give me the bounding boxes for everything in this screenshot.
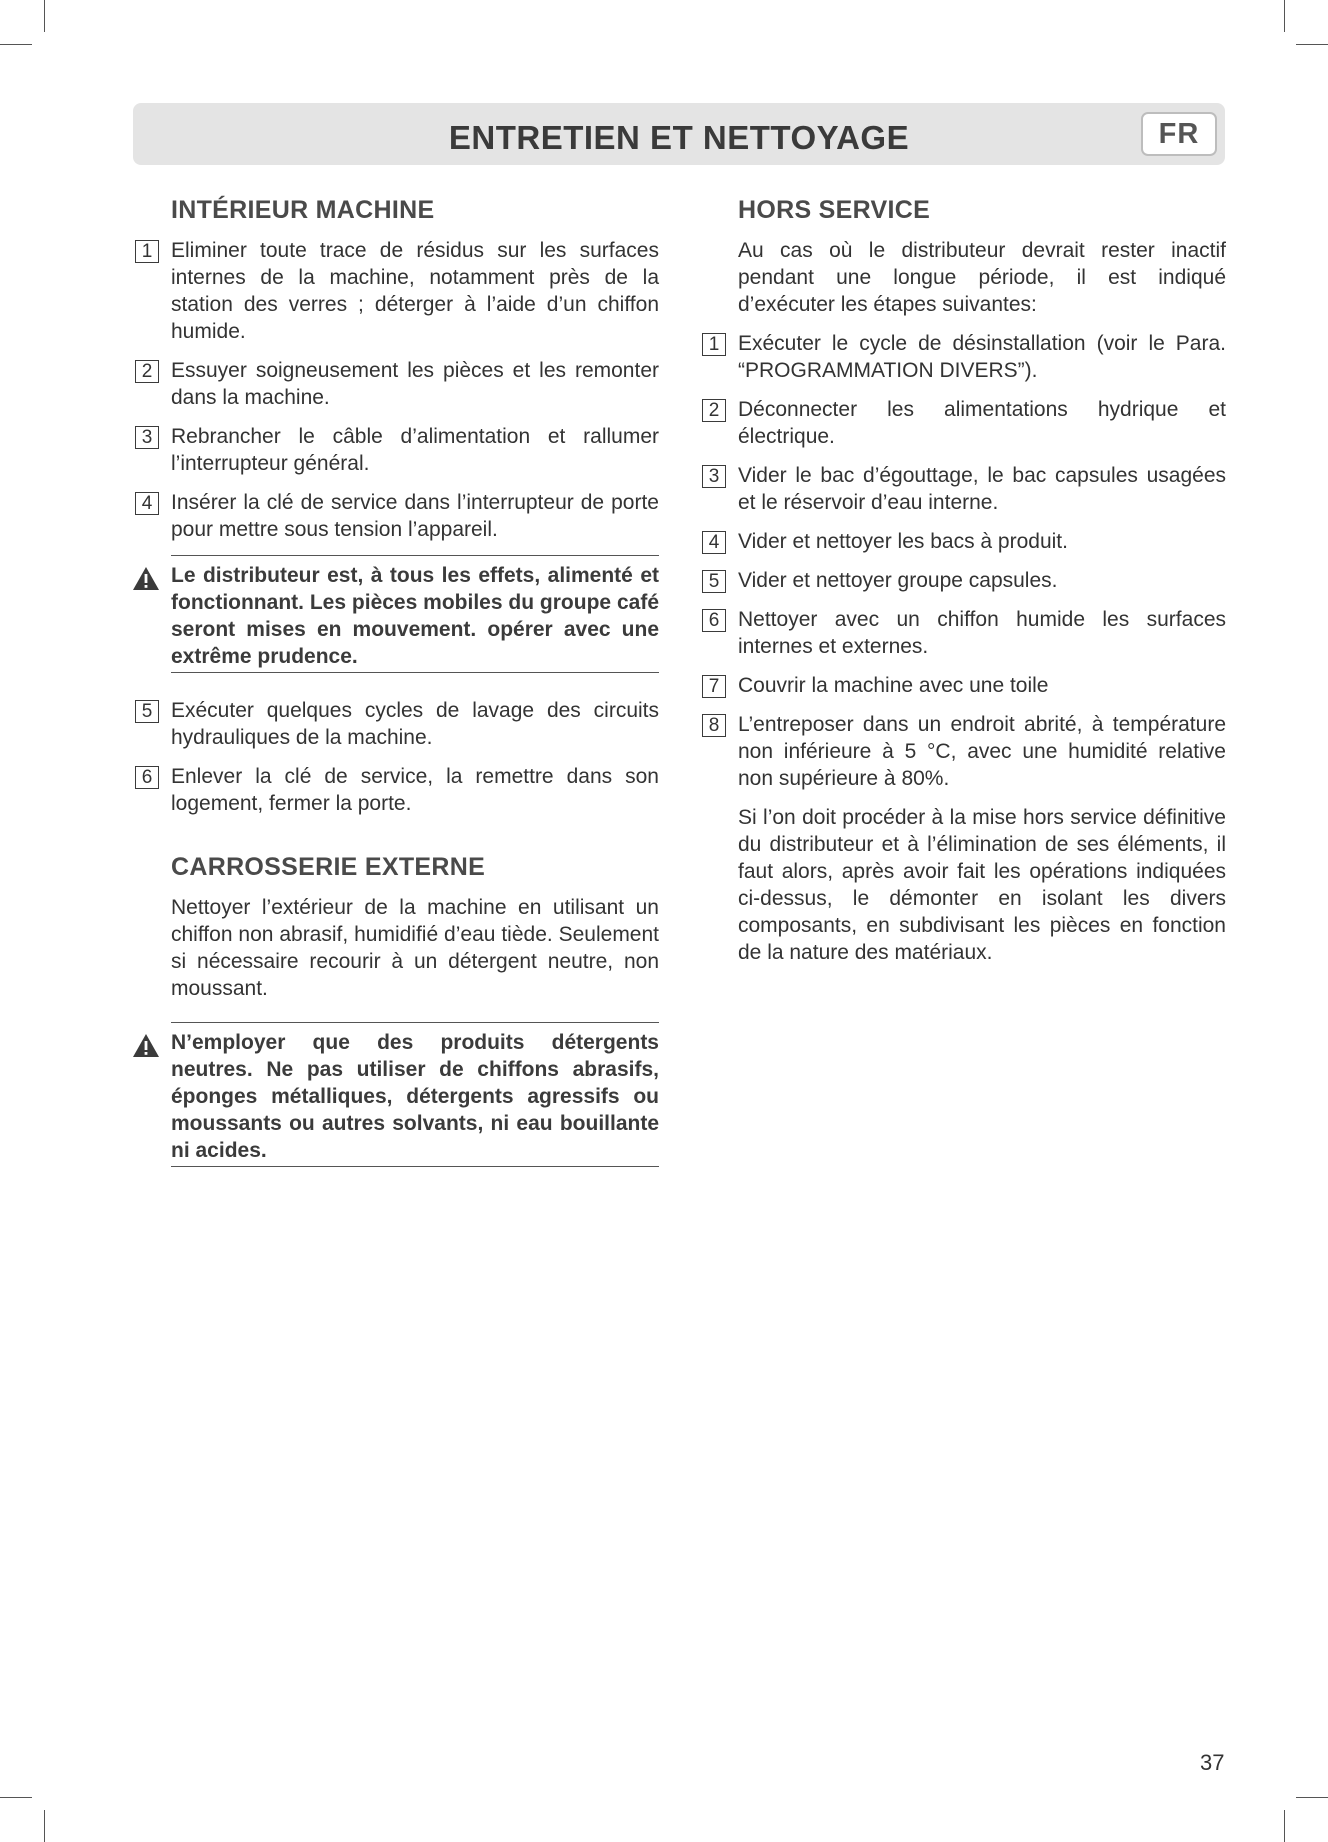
step-text: Rebrancher le câble d’alimentation et rallumer l’interrupteur général.	[171, 425, 659, 475]
step-item	[141, 423, 659, 477]
step-item	[708, 462, 1226, 516]
step-item	[141, 237, 659, 345]
crop-mark	[44, 1810, 45, 1842]
right-column	[708, 196, 1226, 978]
step-item	[708, 711, 1226, 792]
step-text: Vider et nettoyer groupe capsules.	[738, 569, 1058, 592]
step-text: Vider et nettoyer les bacs à produit.	[738, 530, 1068, 553]
step-item	[708, 396, 1226, 450]
left-column	[141, 196, 659, 1191]
crop-mark	[1296, 1797, 1328, 1798]
step-number: 7	[702, 675, 726, 698]
step-number: 2	[702, 399, 726, 422]
step-text: Eliminer toute trace de résidus sur les surfaces internes de la machine, notamment près de la station des verres ; déterger à l’aide d’un chiffon humide.	[171, 239, 659, 343]
step-number: 1	[702, 333, 726, 356]
step-item	[708, 672, 1226, 699]
page-header	[133, 103, 1225, 165]
step-item	[708, 330, 1226, 384]
step-number: 3	[702, 465, 726, 488]
step-text: Déconnecter les alimentations hydrique et électrique.	[738, 398, 1226, 448]
page-title: ENTRETIEN ET NETTOYAGE	[448, 119, 910, 156]
step-number: 8	[702, 714, 726, 737]
step-number: 1	[135, 240, 159, 263]
step-item	[708, 528, 1226, 555]
step-text: Enlever la clé de service, la remettre dans son logement, fermer la porte.	[171, 765, 659, 815]
crop-mark	[1296, 44, 1328, 45]
step-text: Exécuter le cycle de désinstallation (voir le Para. “PROGRAMMATION DIVERS”).	[738, 332, 1226, 382]
section-paragraph: Si l’on doit procéder à la mise hors service définitive du distributeur et à l’élimination de ses éléments, il faut alors, après avoir fait les opérations indiquées ci-dessus, le démonter en isolant les divers composants, en subdivisant les pièces en fonction de la nature des matériaux.	[738, 806, 1226, 964]
step-item	[708, 567, 1226, 594]
step-text: Vider le bac d’égouttage, le bac capsules usagées et le réservoir d’eau interne.	[738, 464, 1226, 514]
crop-mark	[0, 1797, 32, 1798]
step-item	[141, 697, 659, 751]
crop-mark	[1284, 0, 1285, 32]
step-number: 6	[135, 766, 159, 789]
warning-icon	[132, 1033, 160, 1058]
step-text: Essuyer soigneusement les pièces et les remonter dans la machine.	[171, 359, 659, 409]
section-title-interieur: INTÉRIEUR MACHINE	[171, 196, 435, 224]
step-item	[708, 606, 1226, 660]
step-item	[141, 763, 659, 817]
warning-text: Le distributeur est, à tous les effets, alimenté et fonctionnant. Les pièces mobiles du groupe café seront mises en mouvement. opérer avec une extrême prudence.	[171, 564, 659, 668]
step-item	[141, 357, 659, 411]
section-paragraph: Nettoyer l’extérieur de la machine en utilisant un chiffon non abrasif, humidifié d’eau tiède. Seulement si nécessaire recourir à un détergent neutre, non moussant.	[171, 896, 659, 1000]
step-number: 6	[702, 609, 726, 632]
step-text: Couvrir la machine avec une toile	[738, 674, 1049, 697]
warning-box	[171, 555, 659, 673]
warning-icon	[132, 566, 160, 591]
step-text: Insérer la clé de service dans l’interrupteur de porte pour mettre sous tension l’appareil.	[171, 491, 659, 541]
section-intro: Au cas où le distributeur devrait rester inactif pendant une longue période, il est indiqué d’exécuter les étapes suivantes:	[738, 239, 1226, 316]
step-number: 4	[135, 492, 159, 515]
step-number: 2	[135, 360, 159, 383]
crop-mark	[44, 0, 45, 32]
step-text: Nettoyer avec un chiffon humide les surfaces internes et externes.	[738, 608, 1226, 658]
step-number: 3	[135, 426, 159, 449]
step-number: 5	[135, 700, 159, 723]
warning-box	[171, 1022, 659, 1167]
step-number: 4	[702, 531, 726, 554]
page-number: 37	[1200, 1750, 1225, 1775]
section-title-hors-service: HORS SERVICE	[738, 196, 931, 224]
step-item	[141, 489, 659, 543]
step-number: 5	[702, 570, 726, 593]
section-title-carrosserie: CARROSSERIE EXTERNE	[171, 853, 486, 881]
step-text: L’entreposer dans un endroit abrité, à température non inférieure à 5 °C, avec une humidité relative non supérieure à 80%.	[738, 713, 1226, 790]
language-badge: FR	[1141, 112, 1217, 156]
warning-text: N’employer que des produits détergents neutres. Ne pas utiliser de chiffons abrasifs, éponges métalliques, détergents agressifs ou moussants ou autres solvants, ni eau bouillante ni acides.	[171, 1031, 659, 1162]
crop-mark	[0, 44, 32, 45]
crop-mark	[1284, 1810, 1285, 1842]
step-text: Exécuter quelques cycles de lavage des circuits hydrauliques de la machine.	[171, 699, 659, 749]
